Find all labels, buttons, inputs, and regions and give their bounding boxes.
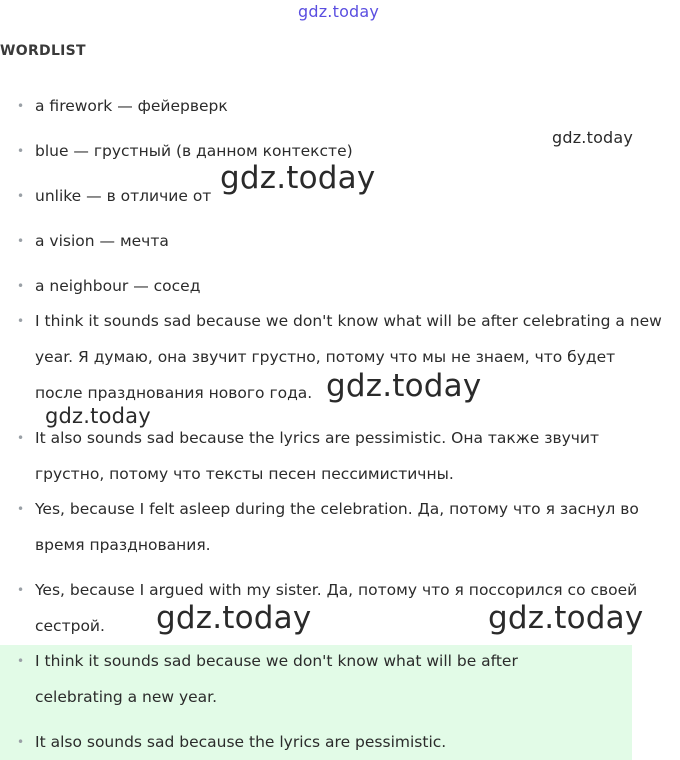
list-item-text: It also sounds sad because the lyrics are pessimistic. — [35, 733, 447, 751]
bullet-icon: • — [17, 502, 25, 516]
list-item-text: unlike — в отличие от — [35, 187, 212, 205]
list-item-text: blue — грустный (в данном контексте) — [35, 142, 353, 160]
watermark: gdz.today — [45, 404, 151, 428]
list-item-text: Yes, because I argued with my sister. Да, потому что я поссорился со своей сестрой. — [35, 581, 638, 635]
watermark: gdz.today — [488, 600, 644, 636]
list-item-text: a vision — мечта — [35, 232, 169, 250]
watermark-top: gdz.today — [298, 2, 380, 21]
bullet-icon: • — [17, 431, 25, 445]
bullet-icon: • — [17, 234, 25, 248]
list-item-text: It also sounds sad because the lyrics are pessimistic. Она также звучит грустно, потому что тексты песен пессимистичны. — [35, 429, 600, 483]
bullet-icon: • — [17, 583, 25, 597]
watermark: gdz.today — [326, 368, 482, 404]
bullet-icon: • — [17, 144, 25, 158]
list-item-text: a firework — фейерверк — [35, 97, 228, 115]
bullet-icon: • — [17, 279, 25, 293]
bullet-icon: • — [17, 735, 25, 749]
bullet-icon: • — [17, 99, 25, 113]
list-item-text: Yes, because I felt asleep during the celebration. Да, потому что я заснул во время празднования. — [35, 500, 639, 554]
bullet-icon: • — [17, 654, 25, 668]
list-item-text: I think it sounds sad because we don't know what will be after celebrating a new year. Я думаю, она звучит грустно, потому что мы не знаем, что будет после празднования нового года. — [35, 312, 662, 402]
list-item-text: I think it sounds sad because we don't know what will be after celebrating a new year. — [35, 652, 518, 706]
list-item-text: a neighbour — сосед — [35, 277, 201, 295]
watermark: gdz.today — [552, 128, 634, 147]
bullet-icon: • — [17, 314, 25, 328]
watermark: gdz.today — [220, 160, 376, 196]
wordlist-heading: WORDLIST — [0, 43, 86, 59]
watermark: gdz.today — [156, 600, 312, 636]
bullet-icon: • — [17, 189, 25, 203]
